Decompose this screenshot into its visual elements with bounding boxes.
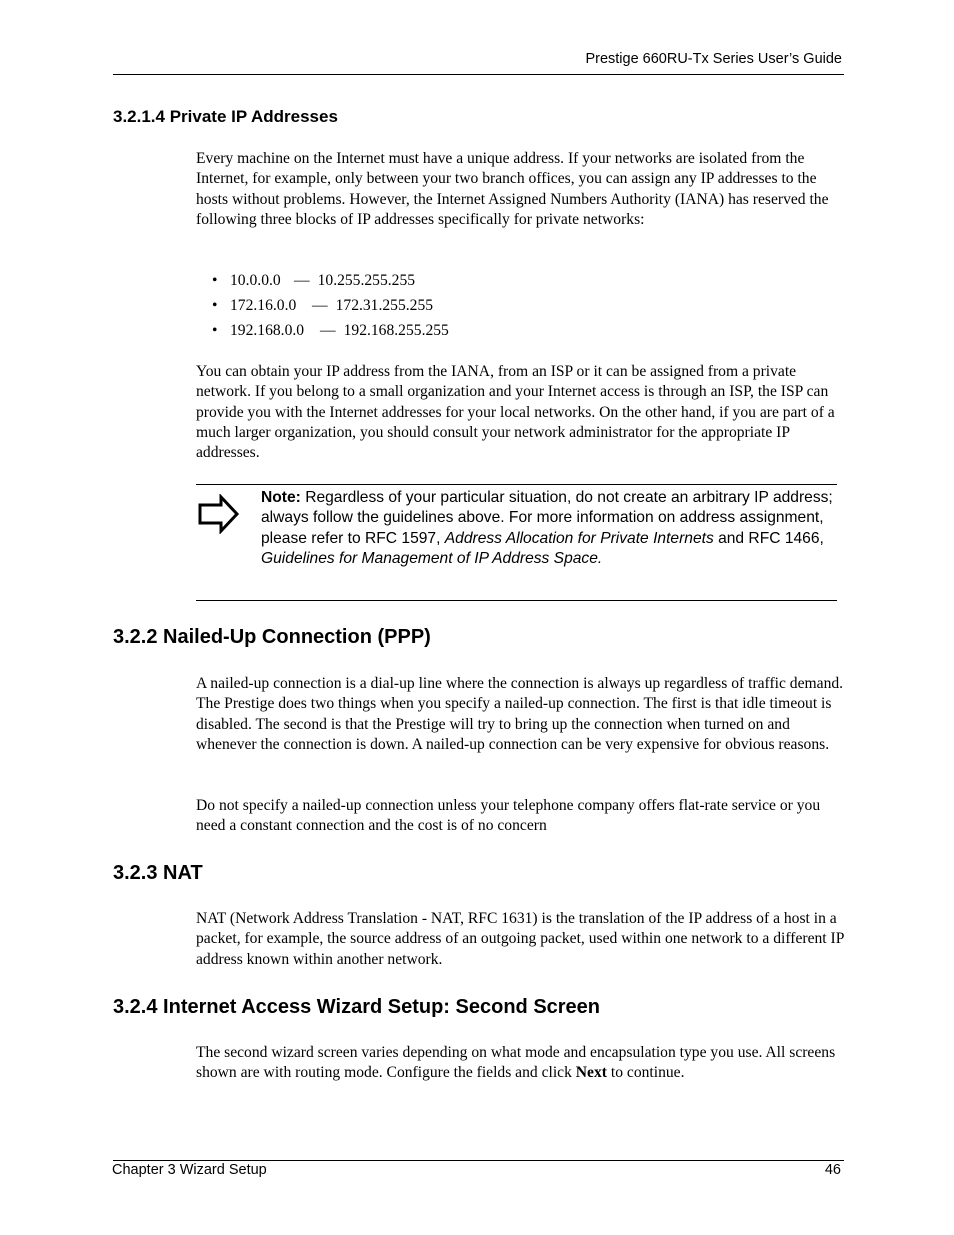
range-start: 172.16.0.0 <box>230 297 297 314</box>
range-end: 172.31.255.255 <box>335 297 434 314</box>
note-body: Regardless of your particular situation, do not create an arbitrary IP address; always follow the guidelines above. For more information on address assignment, please refer to RFC 1597, <box>261 489 833 547</box>
note-top-rule <box>196 484 837 485</box>
paragraph-wizard-second-screen <box>196 1043 846 1084</box>
note-body-2: and RFC 1466, <box>713 529 824 547</box>
range-start: 192.168.0.0 <box>230 322 305 339</box>
footer-rule <box>113 1160 844 1161</box>
range-end: 192.168.255.255 <box>343 322 449 339</box>
list-item: • 172.16.0.0 — 172.31.255.255 <box>212 295 449 320</box>
range-dash: — <box>320 322 336 339</box>
paragraph-nat: NAT (Network Address Translation - NAT, RFC 1631) is the translation of the IP address of a host in a packet, for example, the source address of an outgoing packet, used within one network to a different IP address known within another network. <box>196 910 844 968</box>
next-keyword: Next <box>575 1064 607 1082</box>
list-item: • 10.0.0.0 — 10.255.255.255 <box>212 270 449 295</box>
arrow-right-icon <box>197 494 241 534</box>
list-item: • 192.168.0.0 — 192.168.255.255 <box>212 320 449 345</box>
range-dash: — <box>294 272 310 289</box>
note-rfc1597-title: Address Allocation for Private Internets <box>444 529 714 547</box>
header-rule <box>113 74 844 75</box>
ip-range-list <box>212 270 449 345</box>
note-label: Note: <box>261 489 301 506</box>
paragraph-nailed-up-1: A nailed-up connection is a dial-up line where the connection is always up regardless of traffic demand. The Prestige does two things when you specify a nailed-up connection. The first is that idle timeout is disabled. The second is that the Prestige will try to bring up the connection when turned on and whenever the connection is down. A nailed-up connection can be very expensive for obvious reasons. <box>196 675 844 753</box>
heading-private-ip: 3.2.1.4 Private IP Addresses <box>113 107 338 126</box>
paragraph-text-end: to continue. <box>606 1064 685 1082</box>
note-bottom-rule <box>196 600 837 601</box>
note-text <box>261 488 841 569</box>
heading-nailed-up: 3.2.2 Nailed-Up Connection (PPP) <box>113 626 431 648</box>
heading-nat: 3.2.3 NAT <box>113 862 203 884</box>
footer-chapter: Chapter 3 Wizard Setup <box>112 1162 267 1178</box>
range-dash: — <box>312 297 328 314</box>
running-header: Prestige 660RU-Tx Series User’s Guide <box>585 51 842 67</box>
paragraph-nailed-up-2: Do not specify a nailed-up connection unless your telephone company offers flat-rate service or you need a constant connection and the cost is of no concern <box>196 797 821 835</box>
heading-wizard-second-screen: 3.2.4 Internet Access Wizard Setup: Second Screen <box>113 996 601 1018</box>
range-start: 10.0.0.0 <box>230 272 281 289</box>
paragraph-obtain-ip: You can obtain your IP address from the IANA, from an ISP or it can be assigned from a private network. If you belong to a small organization and your Internet access is through an ISP, the ISP can provide you with the Internet addresses for your local networks. On the other hand, if you are part of a much larger organization, you should consult your network administrator for the appropriate IP addresses. <box>196 363 835 462</box>
page-number: 46 <box>824 1162 841 1178</box>
paragraph-private-ip-intro: Every machine on the Internet must have a unique address. If your networks are isolated from the Internet, for example, only between your two branch offices, you can assign any IP addresses to the hosts without problems. However, the Internet Assigned Numbers Authority (IANA) has reserved the following three blocks of IP addresses specifically for private networks: <box>196 150 829 228</box>
range-end: 10.255.255.255 <box>317 272 416 289</box>
note-rfc1466-title: Guidelines for Management of IP Address Space. <box>261 549 603 567</box>
paragraph-text: The second wizard screen varies depending on what mode and encapsulation type you use. All screens shown are with routing mode. Configure the fields and click <box>196 1044 836 1082</box>
